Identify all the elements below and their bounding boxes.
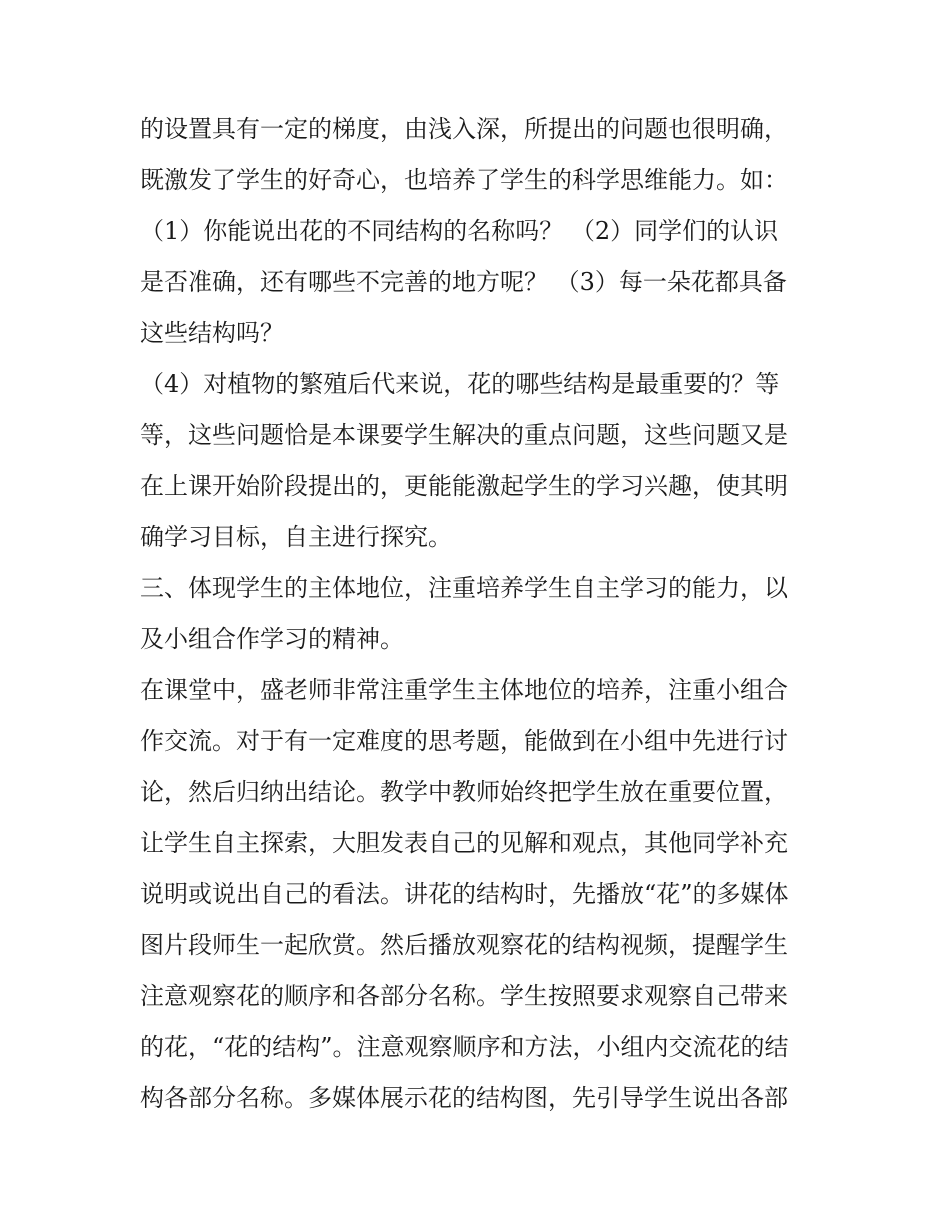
text-line: （4）对植物的繁殖后代来说，花的哪些结构是最重要的？等 [140,370,780,398]
document-body [140,104,820,1124]
section-heading: 三、体现学生的主体地位，注重培养学生自主学习的能力，以 [140,574,788,602]
text-line: 图片段师生一起欣赏。然后播放观察花的结构视频，提醒学生 [140,931,788,959]
text-line: 的花，“花的结构”。注意观察顺序和方法，小组内交流花的结 [140,1033,789,1061]
text-line: 在课堂中，盛老师非常注重学生主体地位的培养，注重小组合 [140,676,788,704]
text-line: 作交流。对于有一定难度的思考题，能做到在小组中先进行讨 [140,727,788,755]
section-heading: 及小组合作学习的精神。 [140,625,404,653]
text-line: 注意观察花的顺序和各部分名称。学生按照要求观察自己带来 [140,982,788,1010]
text-line: 说明或说出自己的看法。讲花的结构时，先播放“花”的多媒体 [140,880,789,908]
text-line: 构各部分名称。多媒体展示花的结构图，先引导学生说出各部 [140,1084,788,1112]
text-line: 既激发了学生的好奇心，也培养了学生的科学思维能力。如： [140,166,788,194]
text-line: 论，然后归纳出结论。教学中教师始终把学生放在重要位置， [140,778,788,806]
text-line: 让学生自主探索，大胆发表自己的见解和观点，其他同学补充 [140,829,788,857]
text-line: 的设置具有一定的梯度，由浅入深，所提出的问题也很明确， [140,115,788,143]
text-line: 等，这些问题恰是本课要学生解决的重点问题，这些问题又是 [140,421,788,449]
text-line: 确学习目标，自主进行探究。 [140,523,452,551]
text-line: 这些结构吗？ [140,319,284,347]
text-line: 是否准确，还有哪些不完善的地方呢？ （3）每一朵花都具备 [140,268,787,296]
text-line: 在上课开始阶段提出的，更能能激起学生的学习兴趣，使其明 [140,472,788,500]
text-line: （1）你能说出花的不同结构的名称吗？ （2）同学们的认识 [140,217,779,245]
